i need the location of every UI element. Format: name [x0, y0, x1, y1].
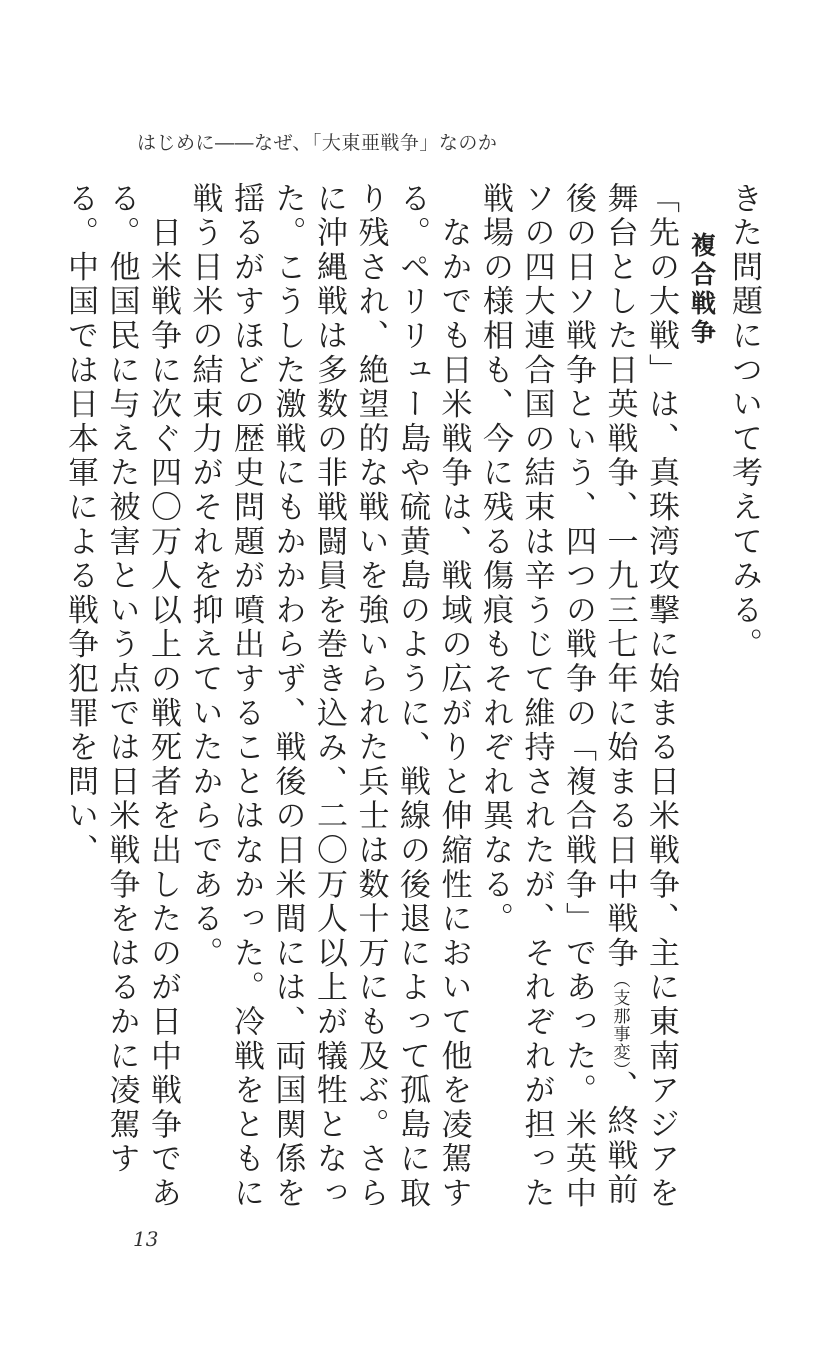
paragraph-2-text: なかでも日米戦争は、戦域の広がりと伸縮性において他を凌駕する。ペリリュー島や硫黄島のように、戦線の後退によって孤島に取り残され、絶望的な戦いを強いられた兵士は数十万にも及ぶ。さらに沖縄戦は多数の非戦闘員を巻き込み、二〇万人以上が犠牲となった。こうした激戦にもかかわらず、戦後の日米間には、両国関係を揺るがすほどの歴史問題が噴出することはなかった。冷戦をともに戦う日米の結束力がそれを抑えていたからである。 — [186, 182, 472, 1212]
paragraph-3 — [59, 182, 184, 1230]
paragraph-1 — [474, 182, 682, 1230]
paragraph-1-note: （支那事変） — [609, 970, 630, 1071]
paragraph-1-part-1: 「先の大戦」は、真珠湾攻撃に始まる日米戦争、主に東南アジアを舞台とした日英戦争、一九三七年に始まる日中戦争 — [601, 182, 679, 1211]
paragraph-end: きた問題について考えてみる。 — [726, 182, 762, 663]
section-heading: 複合戦争 — [687, 232, 717, 348]
paragraph-2 — [183, 182, 474, 1230]
paragraph-3-text: 日米戦争に次ぐ四〇万人以上の戦死者を出したのが日中戦争である。他国民に与えた被害という点では日米戦争をはるかに凌駕する。中国では日本軍による戦争犯罪を問い、 — [62, 182, 181, 1212]
running-head: はじめに――なぜ、「大東亜戦争」なのか — [137, 132, 498, 154]
vertical-text-body — [62, 182, 764, 1230]
page-number: 13 — [133, 1227, 159, 1251]
paragraph-1-part-2: 、終戦前後の日ソ戦争という、四つの戦争の「複合戦争」であった。米英中ソの四大連合国の結束は辛うじて維持されたが、それぞれが担った戦場の様相も、今に残る傷痕もそれぞれ異なる。 — [477, 182, 638, 1211]
